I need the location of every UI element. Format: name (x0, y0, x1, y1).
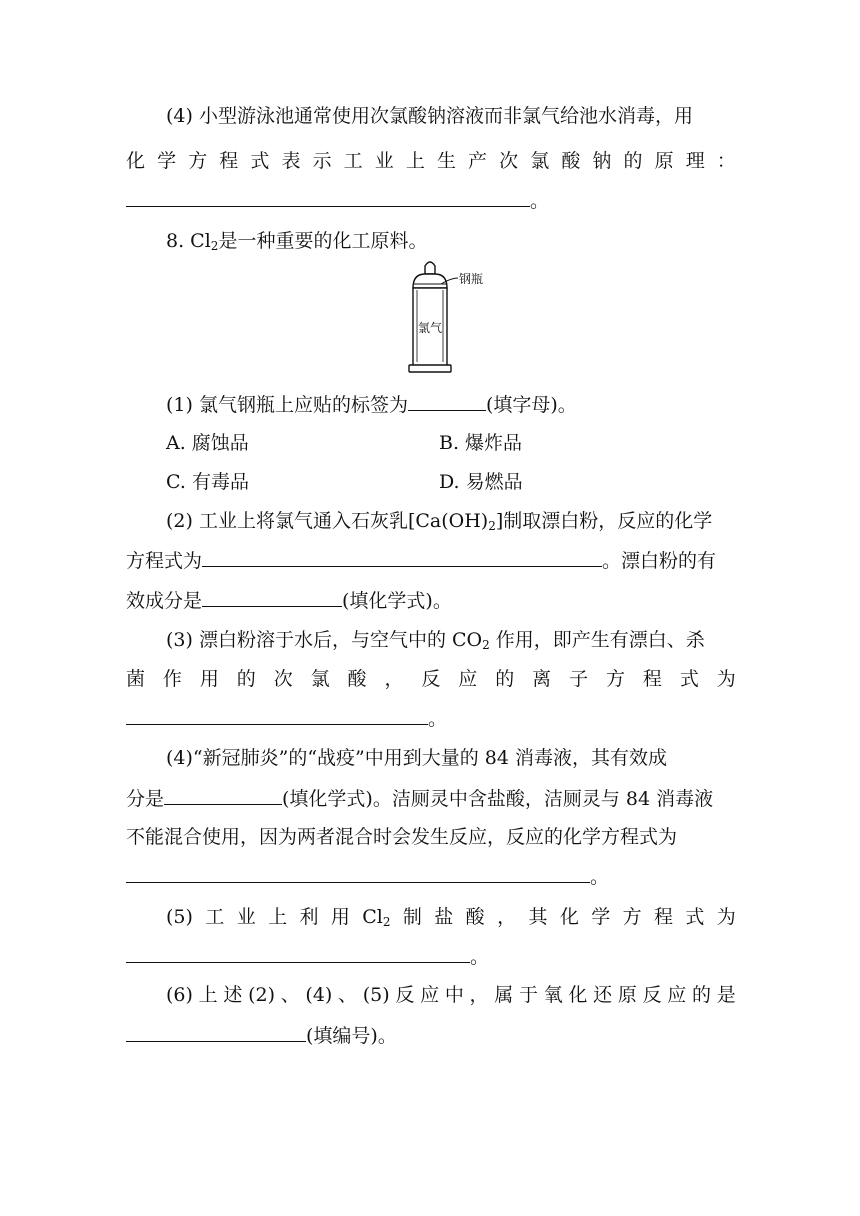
word: 学 (591, 906, 611, 928)
formula-symbol: Cl (362, 906, 383, 928)
q7-4-line-1: (4) 小型游泳池通常使用次氯酸钠溶液而非氯气给池水消毒，用 (166, 105, 693, 127)
answer-blank[interactable] (126, 944, 470, 963)
char: 反 (421, 668, 441, 690)
word: (5) (166, 906, 193, 928)
word: (5) (362, 984, 390, 1006)
word: 的 (692, 984, 712, 1006)
q8-4-text: 分是 (126, 788, 165, 810)
option-b[interactable]: B. 爆炸品 (439, 432, 523, 454)
answer-blank[interactable] (126, 1023, 306, 1042)
char: 业 (374, 150, 394, 172)
word: (2) (248, 984, 275, 1006)
word: 还 (593, 984, 613, 1006)
q8-1-line (166, 392, 736, 417)
q8-2-text: (2) 工业上将氯气通入石灰乳[Ca(OH) (166, 510, 489, 532)
q8-6-line-2 (126, 1023, 736, 1048)
subscript: 2 (210, 239, 219, 253)
word: ， (497, 906, 517, 928)
q8-6-line-1 (166, 983, 736, 1007)
stem-text: 8. Cl (166, 230, 211, 252)
q8-4-line-3: 不能混合使用，因为两者混合时会发生反应，反应的化学方程式为 (126, 826, 678, 848)
word: 为 (716, 906, 736, 928)
char: 学 (157, 150, 177, 172)
word: 属 (494, 984, 514, 1006)
char: 酸 (561, 150, 581, 172)
q8-4-text: (填化学式)。洁厕灵中含盐酸，洁厕灵与 84 消毒液 (282, 788, 714, 810)
formula-cl2 (362, 905, 390, 929)
char: 原 (654, 150, 674, 172)
char: 为 (716, 668, 736, 690)
q8-6-text: (填编号)。 (306, 1025, 397, 1047)
punct: 。 (590, 866, 610, 888)
word: 原 (617, 984, 637, 1006)
word: 化 (559, 906, 579, 928)
word: 反 (395, 984, 415, 1006)
char: 酸 (347, 668, 367, 690)
word: 应 (420, 984, 440, 1006)
char: 菌 (126, 668, 146, 690)
q7-4-line-3 (126, 188, 736, 213)
q8-3-line-2 (126, 667, 736, 691)
q8-2-line-3 (126, 588, 736, 613)
cylinder-base (409, 365, 451, 372)
char: 的 (623, 150, 643, 172)
q8-5-line-2 (126, 944, 736, 969)
word: (4) (305, 984, 333, 1006)
answer-blank[interactable] (126, 188, 530, 207)
word: 程 (654, 906, 674, 928)
word: 上 (198, 984, 218, 1006)
char: 离 (532, 668, 552, 690)
word: 是 (716, 984, 736, 1006)
word: 化 (568, 984, 588, 1006)
word: ， (469, 984, 489, 1006)
char: 次 (273, 668, 293, 690)
char: 程 (219, 150, 239, 172)
q8-2-text: ]制取漂白粉，反应的化学 (495, 510, 713, 532)
subscript: 2 (488, 519, 496, 533)
char: 理 (685, 150, 705, 172)
word: 、 (338, 984, 358, 1006)
char: 次 (499, 150, 519, 172)
char: 上 (405, 150, 425, 172)
q8-3-line-3 (126, 706, 736, 731)
word: 制 (402, 906, 422, 928)
q8-2-text: 。漂白粉的有 (602, 550, 717, 572)
char: 氯 (530, 150, 550, 172)
q8-5-line-1 (166, 905, 736, 929)
char: 示 (312, 150, 332, 172)
option-a[interactable]: A. 腐蚀品 (166, 432, 249, 454)
q8-1-text: (1) 氯气钢瓶上应贴的标签为 (166, 394, 408, 416)
subscript: 2 (382, 915, 391, 929)
answer-blank[interactable] (126, 706, 428, 725)
word: 工 (205, 906, 225, 928)
answer-blank[interactable] (408, 392, 486, 411)
q8-2-line-1 (166, 509, 736, 533)
q8-3-text: 作用，即产生有漂白、杀 (489, 629, 705, 651)
word: 中 (444, 984, 464, 1006)
word: 式 (685, 906, 705, 928)
word: 方 (622, 906, 642, 928)
char: 化 (126, 150, 146, 172)
q8-2-text: 效成分是 (126, 590, 203, 612)
word: (6) (166, 984, 193, 1006)
option-c[interactable]: C. 有毒品 (166, 471, 249, 493)
word: 应 (667, 984, 687, 1006)
char: 表 (281, 150, 301, 172)
q8-4-line-1: (4)“新冠肺炎”的“战疫”中用到大量的 84 消毒液，其有效成 (166, 747, 668, 769)
char: 的 (495, 668, 515, 690)
char: ： (716, 150, 736, 172)
char: 钠 (592, 150, 612, 172)
q8-stem (166, 229, 736, 253)
q8-2-line-2 (126, 548, 736, 573)
punct: 。 (470, 946, 490, 968)
stem-text: 是一种重要的化工原料。 (218, 230, 428, 252)
word: 述 (223, 984, 243, 1006)
q8-4-line-4 (126, 864, 736, 889)
gas-label: 氯气 (418, 321, 443, 335)
char: 式 (250, 150, 270, 172)
char: 生 (436, 150, 456, 172)
word: 上 (268, 906, 288, 928)
char: ， (384, 668, 404, 690)
q8-1-text: (填字母)。 (485, 394, 577, 416)
word: 、 (280, 984, 300, 1006)
char: 的 (236, 668, 256, 690)
word: 氧 (543, 984, 563, 1006)
word: 利 (299, 906, 319, 928)
word: 盐 (434, 906, 454, 928)
option-d[interactable]: D. 易燃品 (439, 471, 523, 493)
cylinder-valve-icon (425, 262, 435, 274)
q8-2-text: (填化学式)。 (342, 590, 452, 612)
answer-blank[interactable] (202, 588, 342, 607)
char: 用 (199, 668, 219, 690)
punct: 。 (530, 190, 550, 212)
char: 式 (679, 668, 699, 690)
char: 作 (162, 668, 182, 690)
answer-blank[interactable] (202, 548, 602, 567)
char: 方 (605, 668, 625, 690)
gas-cylinder-figure (395, 256, 505, 380)
word: 酸 (465, 906, 485, 928)
bottle-label: 钢瓶 (459, 272, 484, 286)
char: 工 (343, 150, 363, 172)
q7-4-line-2 (126, 149, 736, 173)
word: 业 (236, 906, 256, 928)
q8-3-line-1 (166, 628, 736, 652)
q8-4-line-2 (126, 786, 736, 811)
char: 应 (458, 668, 478, 690)
char: 方 (188, 150, 208, 172)
q8-2-text: 方程式为 (126, 550, 203, 572)
cylinder-shoulder (413, 274, 447, 288)
q8-3-text: (3) 漂白粉溶于水后，与空气中的 CO (166, 629, 483, 651)
word: 其 (528, 906, 548, 928)
char: 程 (642, 668, 662, 690)
char: 产 (468, 150, 488, 172)
subscript: 2 (482, 638, 490, 652)
punct: 。 (428, 708, 448, 730)
char: 子 (569, 668, 589, 690)
word: 于 (518, 984, 538, 1006)
answer-blank[interactable] (164, 786, 282, 805)
word: 用 (330, 906, 350, 928)
char: 氯 (310, 668, 330, 690)
answer-blank[interactable] (126, 864, 590, 883)
word: 反 (642, 984, 662, 1006)
